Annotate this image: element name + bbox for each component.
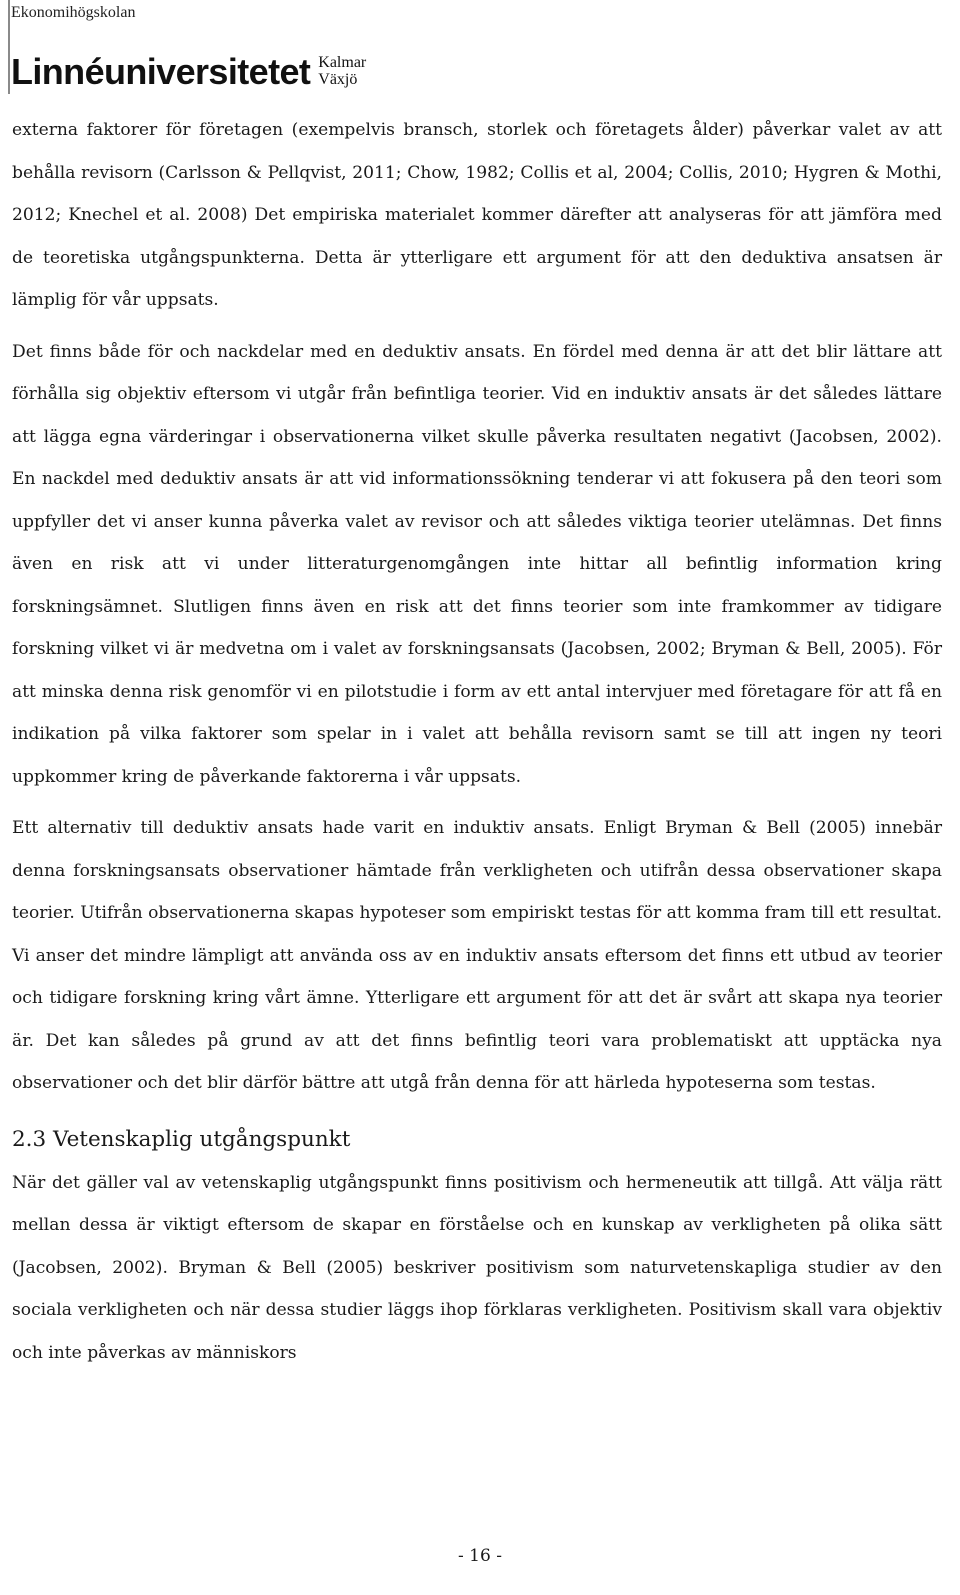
paragraph-2: Det finns både för och nackdelar med en deduktiv ansats. En fördel med denna är att det blir lättare att förhålla sig objektiv eftersom vi utgår från befintliga teorier. Vid en induktiv ansats är det således lättare att lägga egna värderingar i observationerna vilket skulle påverka resultaten negativt (Jacobsen, 2002). En nackdel med deduktiv ansats är att vid informationssökning tenderar vi att fokusera på den teori som uppfyller det vi anser kunna påverka valet av revisor och att således viktiga teorier utelämnas. Det finns även en risk att vi under litteraturgenomgången inte hittar all befintlig information kring forskningsämnet. Slutligen finns även en risk att det finns teorier som inte framkommer av tidigare forskning vilket vi är medvetna om i valet av forskningsansats (Jacobsen, 2002; Bryman & Bell, 2005). För att minska denna risk genomför vi en pilotstudie i form av ett antal intervjuer med företagare för att få en indikation på vilka faktorer som spelar in i valet att behålla revisorn samt se till att ingen ny teori uppkommer kring de påverkande faktorerna i vår uppsats. [12, 341, 942, 787]
paragraph-1: externa faktorer för företagen (exempelvis bransch, storlek och företagets ålder) påverkar valet av att behålla revisorn (Carlsson & Pellqvist, 2011; Chow, 1982; Collis et al, 2004; Collis, 2010; Hygren & Mothi, 2012; Knechel et al. 2008) Det empiriska materialet kommer därefter att analyseras för att jämföra med de teoretiska utgångspunkterna. Detta är ytterligare ett argument för att den deduktiva ansatsen är lämplig för vår uppsats. [12, 120, 942, 310]
page-header [0, 0, 960, 100]
university-logo [11, 52, 366, 92]
section-heading: 2.3 Vetenskaplig utgångspunkt [12, 1126, 351, 1152]
header-divider [8, 0, 10, 94]
page-number: - 16 - [458, 1546, 502, 1566]
logo-cities [318, 54, 366, 88]
paragraph-3: Ett alternativ till deduktiv ansats hade varit en induktiv ansats. Enligt Bryman & Bell (2005) innebär denna forskningsansats observationer hämtade från verkligheten och utifrån dessa observationer skapa teorier. Utifrån observationerna skapas hypoteser som empiriskt testas för att komma fram till ett resultat. Vi anser det mindre lämpligt att använda oss av en induktiv ansats eftersom det finns ett utbud av teorier och tidigare forskning kring vårt ämne. Ytterligare ett argument för att det är svårt att skapa nya teorier är. Det kan således på grund av att det finns befintlig teori vara problematiskt att upptäcka nya observationer och det blir därför bättre att utgå från denna för att härleda hypoteserna som testas. [12, 818, 942, 1093]
logo-city-vaxjo: Växjö [318, 71, 358, 88]
logo-city-kalmar: Kalmar [318, 54, 367, 71]
section-paragraph: När det gäller val av vetenskaplig utgångspunkt finns positivism och hermeneutik att tillgå. Att välja rätt mellan dessa är viktigt eftersom de skapar en förståelse och en kunskap av verkligheten på olika sätt (Jacobsen, 2002). Bryman & Bell (2005) beskriver positivism som naturvetenskapliga studier av den sociala verkligheten och när dessa studier läggs ihop förklaras verkligheten. Positivism skall vara objektiv och inte påverkas av människors [12, 1172, 942, 1363]
school-name: Ekonomihögskolan [11, 4, 136, 21]
logo-wordmark: Linnéuniversitetet [11, 51, 311, 92]
document-body [12, 109, 942, 1374]
